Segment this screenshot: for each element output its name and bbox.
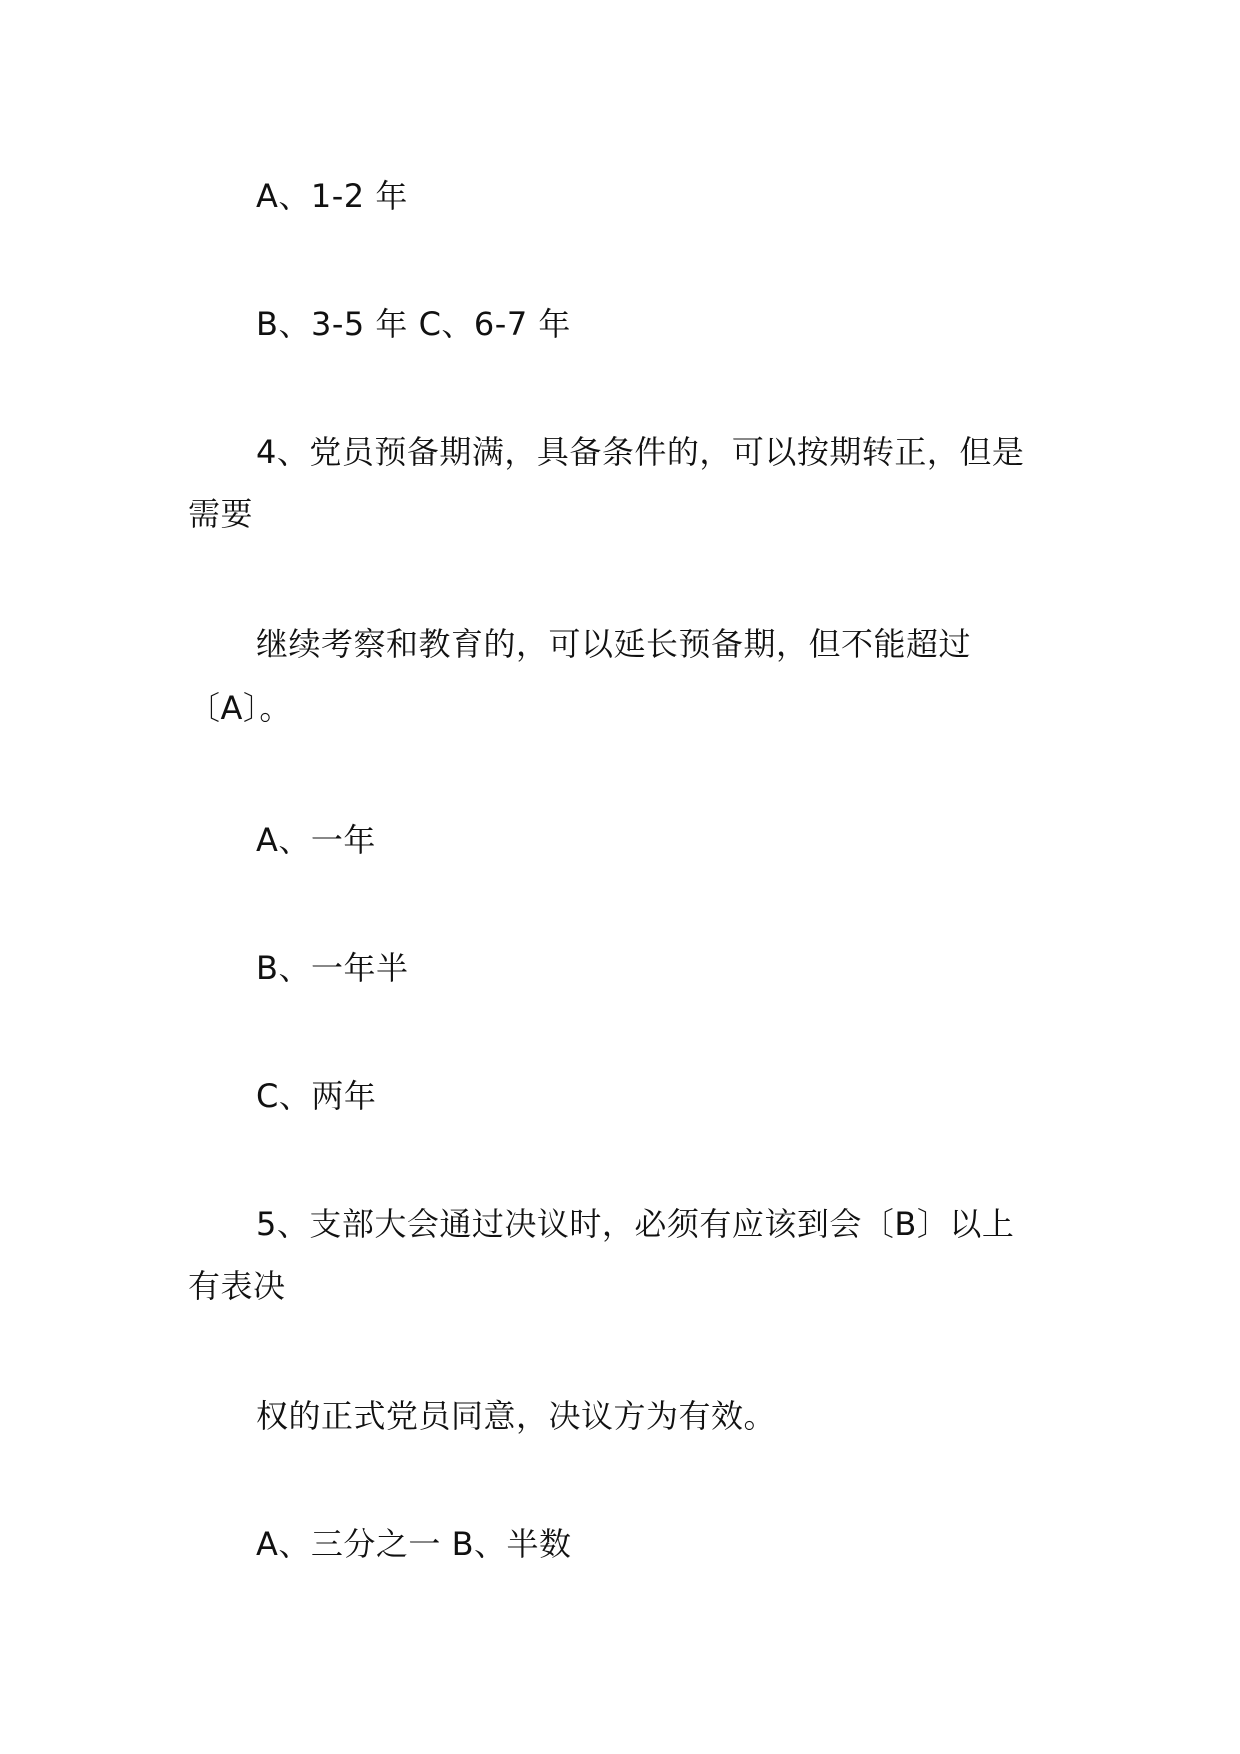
question-line: 继续考察和教育的，可以延长预备期，但不能超过	[256, 625, 972, 663]
question-line: 权的正式党员同意，决议方为有效。	[256, 1397, 777, 1435]
question-line: 4、党员预备期满，具备条件的，可以按期转正，但是	[256, 433, 1025, 471]
option-line: A、1-2 年	[256, 177, 408, 215]
option-line: A、三分之一 B、半数	[256, 1525, 572, 1563]
question-line: 5、支部大会通过决议时，必须有应该到会〔B〕以上	[256, 1205, 1015, 1243]
question-line-continued: 需要	[188, 495, 254, 533]
option-line: B、一年半	[256, 949, 409, 987]
option-line: C、两年	[256, 1077, 377, 1115]
question-line-continued: 有表决	[188, 1267, 286, 1305]
option-line: A、一年	[256, 821, 376, 859]
question-line-continued: 〔A〕。	[188, 689, 292, 727]
option-line: B、3-5 年 C、6-7 年	[256, 305, 571, 343]
